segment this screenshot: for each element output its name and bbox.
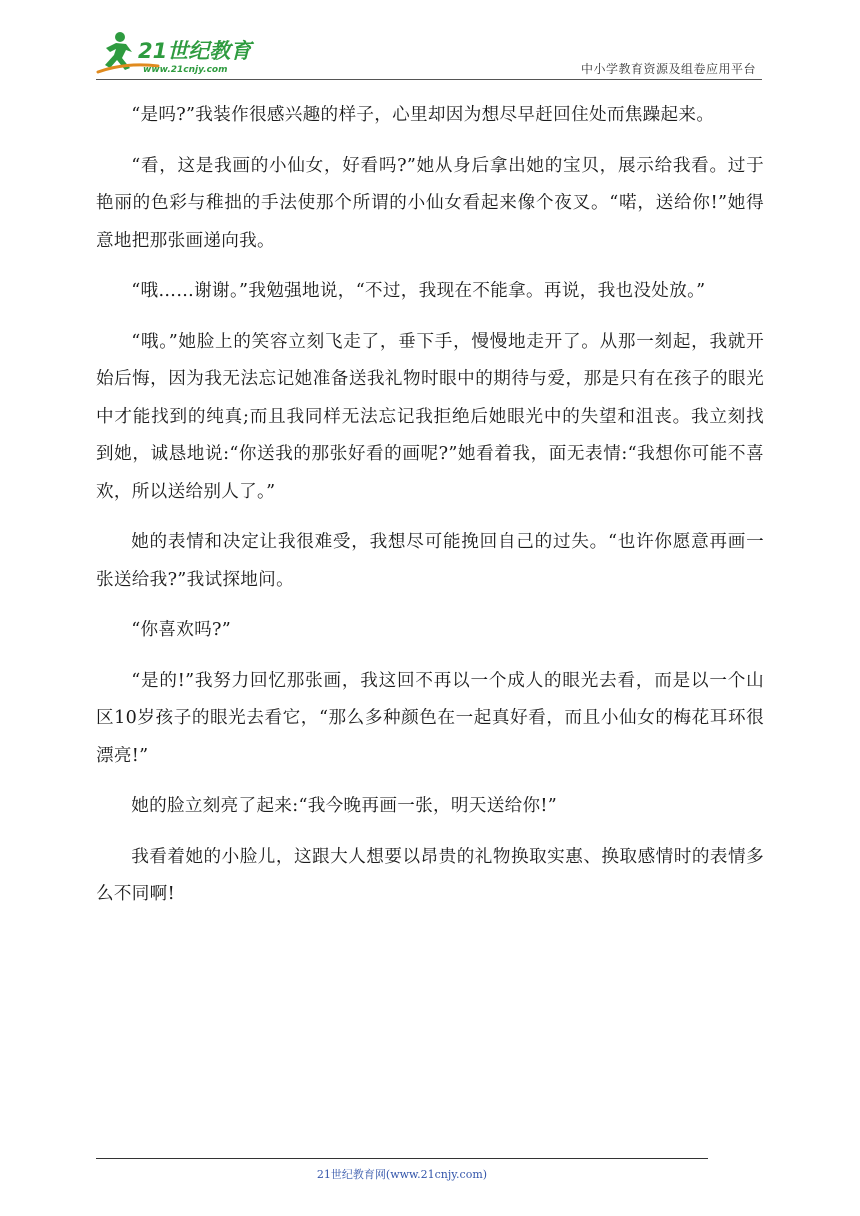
logo-url: www.21cnjy.com — [143, 65, 228, 75]
footer-link[interactable]: 21世纪教育网(www.21cnjy.com) — [316, 1168, 488, 1181]
site-logo[interactable] — [96, 28, 266, 76]
footer-divider — [96, 1158, 708, 1159]
paragraph: “哦。”她脸上的笑容立刻飞走了，垂下手，慢慢地走开了。从那一刻起，我就开始后悔，因为我无法忘记她准备送我礼物时眼中的期待与爱，那是只有在孩子的眼光中才能找到的纯真;而且我同样无法忘记我拒绝后她眼光中的失望和沮丧。我立刻找到她，诚恳地说:“你送我的那张好看的画呢?”她看着我，面无表情:“我想你可能不喜欢，所以送给别人了。” — [96, 331, 764, 502]
paragraph: “你喜欢吗?” — [131, 620, 232, 640]
paragraph: 她的表情和决定让我很难受，我想尽可能挽回自己的过失。“也许你愿意再画一张送给我?”我试探地问。 — [96, 532, 764, 590]
paragraph: “是吗?”我装作很感兴趣的样子，心里却因为想尽早赶回住处而焦躁起来。 — [131, 105, 715, 125]
paragraph: “哦……谢谢。”我勉强地说，“不过，我现在不能拿。再说，我也没处放。” — [131, 281, 706, 301]
header-divider — [96, 79, 762, 80]
page-header — [96, 28, 760, 78]
paragraph: “看，这是我画的小仙女，好看吗?”她从身后拿出她的宝贝，展示给我看。过于艳丽的色彩与稚拙的手法使那个所谓的小仙女看起来像个夜叉。“喏，送给你!”她得意地把那张画递向我。 — [96, 155, 764, 251]
paragraph: 她的脸立刻亮了起来:“我今晚再画一张，明天送给你!” — [131, 796, 558, 816]
paragraph: “是的!”我努力回忆那张画，我这回不再以一个成人的眼光去看，而是以一个山区10岁孩子的眼光去看它，“那么多种颜色在一起真好看，而且小仙女的梅花耳环很漂亮!” — [96, 670, 764, 766]
paragraph: 我看着她的小脸儿，这跟大人想要以昂贵的礼物换取实惠、换取感情时的表情多么不同啊! — [96, 846, 764, 904]
logo-wordmark: 21世纪教育 — [138, 39, 252, 63]
header-tagline: 中小学教育资源及组卷应用平台 — [580, 62, 756, 76]
runner-logo-icon — [96, 28, 266, 76]
article-body — [96, 97, 764, 914]
